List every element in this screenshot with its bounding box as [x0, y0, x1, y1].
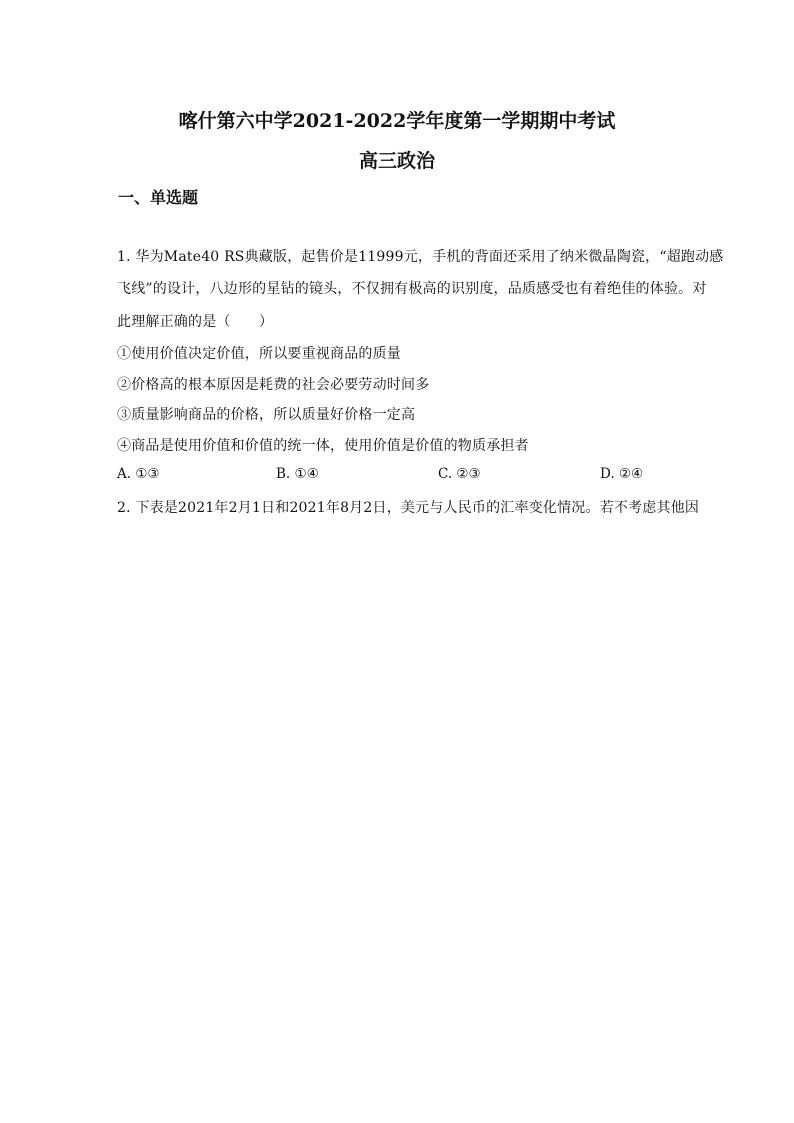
exam-subtitle: 高三政治 [358, 150, 435, 172]
q1-stem-line: 1. 华为Mate40 RS典藏版，起售价是11999元，手机的背面还采用了纳米微晶陶瓷，“超跑动感 [117, 249, 724, 265]
q1-item: ③质量影响商品的价格，所以质量好价格一定高 [117, 407, 416, 423]
exam-title: 喀什第六中学2021-2022学年度第一学期期中考试 [178, 110, 616, 132]
q1-stem-line: 飞线”的设计，八边形的星钻的镜头，不仅拥有极高的识别度，品质感受也有着绝佳的体验。对 [117, 281, 707, 297]
q1-option-a[interactable]: A. ①③ [117, 466, 160, 482]
q2-stem-line: 2. 下表是2021年2月1日和2021年8月2日，美元与人民币的汇率变化情况。若不考虑其他因 [117, 500, 700, 516]
q1-stem-line: 此理解正确的是（ ） [117, 314, 274, 330]
q1-item: ④商品是使用价值和价值的统一体，使用价值是价值的物质承担者 [117, 438, 529, 454]
q1-option-b[interactable]: B. ①④ [276, 466, 319, 482]
q1-item: ①使用价值决定价值，所以要重视商品的质量 [117, 346, 401, 362]
q1-item: ②价格高的根本原因是耗费的社会必要劳动时间多 [117, 377, 430, 393]
q1-option-c[interactable]: C. ②③ [438, 466, 481, 482]
q1-option-d[interactable]: D. ②④ [600, 466, 644, 482]
section-heading: 一、单选题 [118, 188, 199, 207]
